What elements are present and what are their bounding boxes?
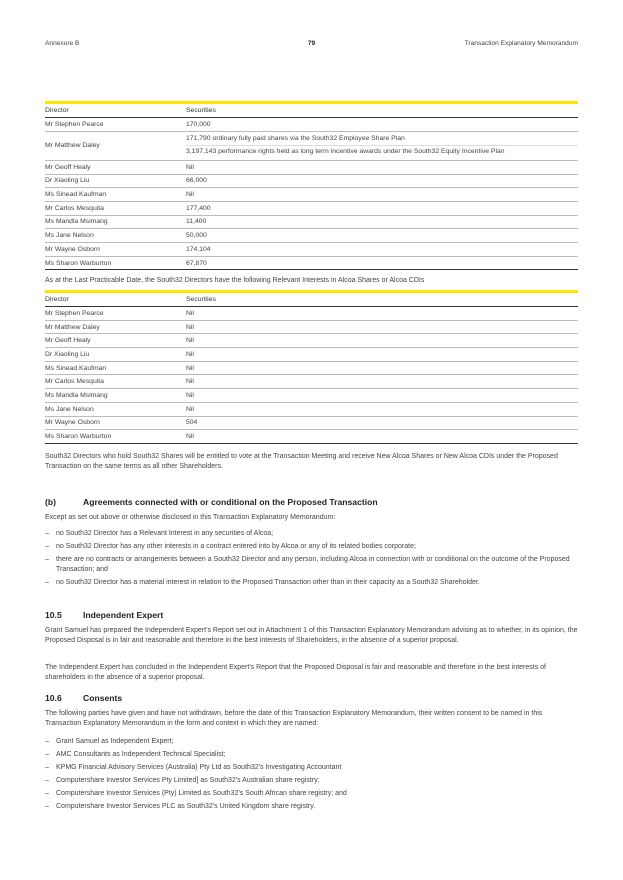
- list-item: – Computershare Investor Services (Pty) Limited as South32's South African share registry; and: [45, 789, 578, 799]
- south32-securities-table: [45, 101, 578, 270]
- header-annexure-label: Annexure B: [45, 40, 80, 47]
- independent-expert-paragraph-2: The Independent Expert has concluded in the Independent Expert's Report that the Proposed Disposal is fair and reasonable and therefore in the best interests of shareholders in the absence of a superior proposal.: [45, 664, 546, 681]
- header-document-title: Transaction Explanatory Memorandum: [464, 40, 578, 47]
- director-name: Mr Carlos Mesquita: [45, 201, 186, 215]
- securities-cell: Nil: [186, 334, 578, 348]
- consents-intro: The following parties have given and have not withdrawn, before the date of this Transaction Explanatory Memorandum, their written consent to be named in this Transaction Explanatory Memorandum in the form and context in which they are named:: [45, 710, 543, 727]
- securities-cell: Nil: [186, 430, 578, 444]
- section-b-intro: Except as set out above or otherwise disclosed in this Transaction Explanatory Memorandum:: [45, 514, 336, 521]
- table-row: [45, 174, 578, 188]
- director-name: Mr Carlos Mesquita: [45, 375, 186, 389]
- director-name: Ms Sinead Kaufman: [45, 188, 186, 202]
- table-row: [45, 334, 578, 348]
- list-item: – Computershare Investor Services PLC as South32's United Kingdom share registry.: [45, 802, 578, 812]
- list-item: – no South32 Director has any other interests in a contract entered into by Alcoa or any of its related bodies corporate;: [45, 542, 578, 552]
- list-item: – KPMG Financial Advisory Services (Australia) Pty Ltd as South32's Investigating Accountant: [45, 763, 578, 773]
- securities-cell: 174,104: [186, 243, 578, 257]
- list-item: – Computershare Investor Services Pty Limited] as South32's Australian share registry;: [45, 776, 578, 786]
- section-title: Consents: [83, 693, 123, 703]
- director-name: Ms Mandla Msimang: [45, 389, 186, 403]
- section-title: Independent Expert: [83, 610, 164, 620]
- section-10-5-heading: [45, 610, 163, 620]
- securities-cell: 66,000: [186, 174, 578, 188]
- list-item: – there are no contracts or arrangements between a South32 Director and any person, including Alcoa in connection with or conditional on the outcome of the Proposed Transaction; and: [45, 555, 578, 574]
- table-row: [45, 188, 578, 202]
- section-b-heading: [45, 497, 378, 507]
- securities-cell: [186, 131, 578, 160]
- page-header: [45, 40, 578, 50]
- table-row: [45, 402, 578, 416]
- securities-cell: 67,870: [186, 256, 578, 270]
- director-name: Mr Geoff Healy: [45, 334, 186, 348]
- table-row: [45, 375, 578, 389]
- section-number: 10.5: [45, 610, 62, 620]
- director-name: Ms Jane Nelson: [45, 229, 186, 243]
- alcoa-interests-table: [45, 290, 578, 444]
- securities-cell: 177,400: [186, 201, 578, 215]
- voting-paragraph: South32 Directors who hold South32 Shares will be entitled to vote at the Transaction Meeting and receive New Alcoa Shares or New Alcoa CDIs under the Proposed Transaction on the same terms as all other Shareholders.: [45, 453, 558, 470]
- section-title: Agreements connected with or conditional on the Proposed Transaction: [83, 497, 378, 507]
- securities-cell: Nil: [186, 402, 578, 416]
- director-name: Dr Xiaoling Liu: [45, 174, 186, 188]
- table-row: [45, 430, 578, 444]
- securities-cell: Nil: [186, 188, 578, 202]
- independent-expert-paragraph-1: Grant Samuel has prepared the Independent Expert's Report set out in Attachment 1 of this Transaction Explanatory Memorandum advising as to whether, in its opinion, the Proposed Disposal is in fair and reasonable and therefore in the best interests of Shareholders, in the absence of a superior proposal.: [45, 627, 578, 644]
- director-name: Mr Wayne Osborn: [45, 416, 186, 430]
- table-row: [45, 243, 578, 257]
- table-row: [45, 361, 578, 375]
- director-name: Ms Sharon Warburton: [45, 430, 186, 444]
- column-header-director: Director: [45, 293, 186, 307]
- securities-cell: 504: [186, 416, 578, 430]
- securities-cell: 11,400: [186, 215, 578, 229]
- director-name: Mr Geoff Healy: [45, 160, 186, 174]
- alcoa-interests-paragraph: As at the Last Practicable Date, the South32 Directors have the following Relevant Interests in Alcoa Shares or Alcoa CDIs: [45, 277, 425, 284]
- column-header-director: Director: [45, 104, 186, 118]
- table-row: [45, 307, 578, 321]
- section-b-list: [45, 529, 578, 591]
- director-name: Ms Jane Nelson: [45, 402, 186, 416]
- securities-cell: Nil: [186, 348, 578, 362]
- table-row: [45, 256, 578, 270]
- list-item: – no South32 Director has a Relevant Interest in any securities of Alcoa;: [45, 529, 578, 539]
- list-item: – Grant Samuel as Independent Expert;: [45, 737, 578, 747]
- securities-cell: Nil: [186, 160, 578, 174]
- director-name: Mr Matthew Daley: [45, 131, 186, 160]
- page-number: 79: [307, 40, 316, 47]
- director-name: Mr Wayne Osborn: [45, 243, 186, 257]
- director-name: Mr Matthew Daley: [45, 320, 186, 334]
- table-row: [45, 229, 578, 243]
- securities-cell: Nil: [186, 361, 578, 375]
- table-row: [45, 215, 578, 229]
- section-number: 10.6: [45, 693, 62, 703]
- director-name: Ms Sharon Warburton: [45, 256, 186, 270]
- securities-cell: Nil: [186, 320, 578, 334]
- table-row: [45, 416, 578, 430]
- list-item: – no South32 Director has a material interest in relation to the Proposed Transaction other than in their capacity as a South32 Shareholder.: [45, 578, 578, 588]
- table-row: [45, 131, 578, 160]
- column-header-securities: Securities: [186, 104, 578, 118]
- table-row: [45, 118, 578, 132]
- consents-list: [45, 737, 578, 816]
- director-name: Ms Sinead Kaufman: [45, 361, 186, 375]
- securities-cell: Nil: [186, 307, 578, 321]
- director-name: Mr Stephen Pearce: [45, 307, 186, 321]
- securities-line: 171,790 ordinary fully paid shares via the South32 Employee Share Plan: [186, 133, 578, 147]
- table-row: [45, 348, 578, 362]
- director-name: Ms Mandla Msimang: [45, 215, 186, 229]
- director-name: Mr Stephen Pearce: [45, 118, 186, 132]
- securities-cell: Nil: [186, 375, 578, 389]
- table-row: [45, 389, 578, 403]
- securities-cell: 170,000: [186, 118, 578, 132]
- table-row: [45, 320, 578, 334]
- securities-cell: Nil: [186, 389, 578, 403]
- securities-line: 3,197,143 performance rights held as long term incentive awards under the South32 Equity Incentive Plan: [186, 148, 505, 156]
- column-header-securities: Securities: [186, 293, 578, 307]
- section-10-6-heading: [45, 693, 122, 703]
- director-name: Dr Xiaoling Liu: [45, 348, 186, 362]
- table-row: [45, 160, 578, 174]
- section-number: (b): [45, 497, 56, 507]
- table-row: [45, 201, 578, 215]
- list-item: – AMC Consultants as Independent Technical Specialist;: [45, 750, 578, 760]
- securities-cell: 50,000: [186, 229, 578, 243]
